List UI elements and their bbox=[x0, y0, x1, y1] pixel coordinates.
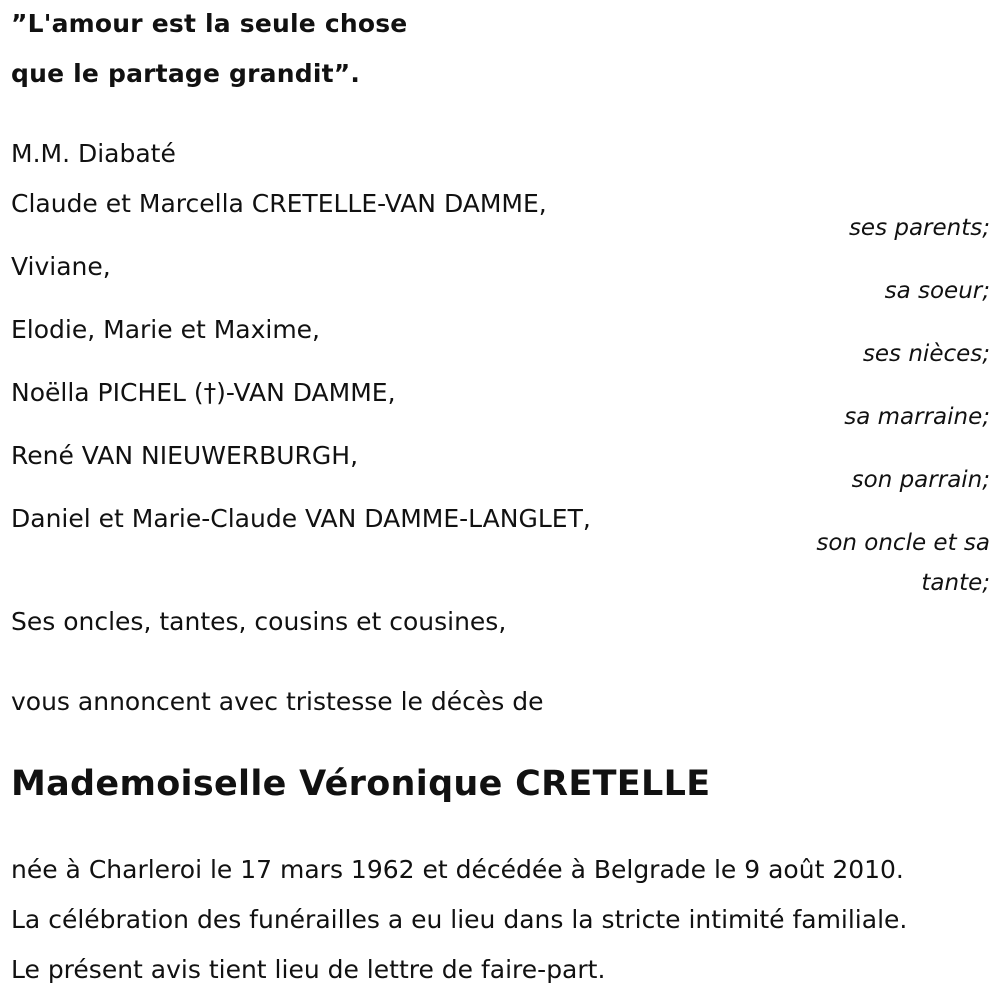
birth-death-line: née à Charleroi le 17 mars 1962 et décédée à Belgrade le 9 août 2010. bbox=[11, 855, 904, 884]
family-name: Viviane, bbox=[11, 252, 111, 281]
family-role: tante; bbox=[921, 570, 990, 596]
quote-line-2: que le partage grandit”. bbox=[11, 59, 361, 88]
family-name: René VAN NIEUWERBURGH, bbox=[11, 441, 359, 470]
notice-line: Le présent avis tient lieu de lettre de faire-part. bbox=[11, 955, 606, 984]
quote-line-1: ”L'amour est la seule chose bbox=[11, 9, 408, 38]
family-name: Noëlla PICHEL (†)-VAN DAMME, bbox=[11, 378, 396, 407]
funeral-line: La célébration des funérailles a eu lieu dans la stricte intimité familiale. bbox=[11, 905, 908, 934]
family-name: M.M. Diabaté bbox=[11, 139, 176, 168]
family-role: ses parents; bbox=[848, 215, 990, 241]
family-role: son oncle et sa bbox=[816, 530, 990, 556]
family-role: ses nièces; bbox=[862, 341, 990, 367]
family-role: sa soeur; bbox=[884, 278, 990, 304]
family-role: son parrain; bbox=[851, 467, 990, 493]
extended-family: Ses oncles, tantes, cousins et cousines, bbox=[11, 607, 507, 636]
deceased-name: Mademoiselle Véronique CRETELLE bbox=[11, 764, 711, 804]
family-name: Elodie, Marie et Maxime, bbox=[11, 315, 321, 344]
family-role: sa marraine; bbox=[844, 404, 990, 430]
announcement: vous annoncent avec tristesse le décès de bbox=[11, 687, 544, 716]
family-name: Claude et Marcella CRETELLE-VAN DAMME, bbox=[11, 189, 547, 218]
family-name: Daniel et Marie-Claude VAN DAMME-LANGLET, bbox=[11, 504, 591, 533]
